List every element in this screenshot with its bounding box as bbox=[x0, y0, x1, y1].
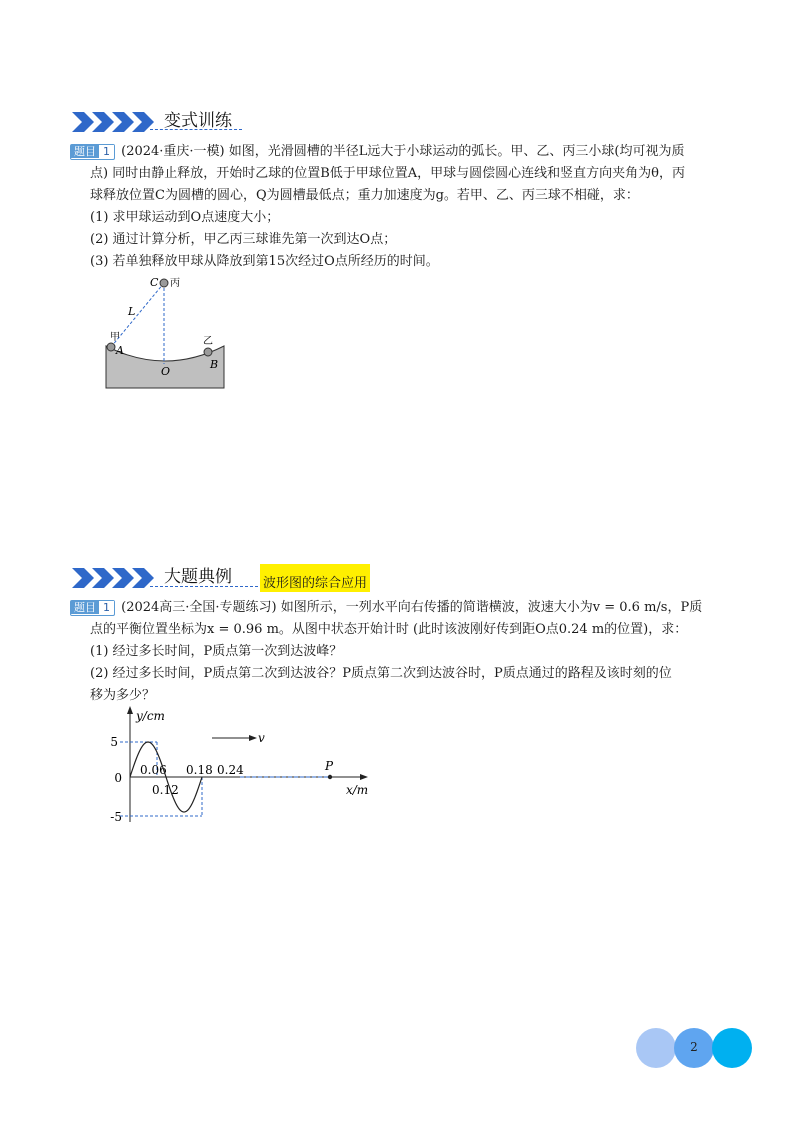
ball-a bbox=[107, 343, 115, 351]
label-c: C bbox=[150, 276, 159, 289]
y-tick-label: -5 bbox=[110, 810, 122, 824]
x-axis-label: x/m bbox=[346, 783, 369, 797]
question-line: (2) 通过计算分析，甲乙丙三球谁先第一次到达O点； bbox=[90, 232, 397, 247]
label-l: L bbox=[128, 305, 136, 318]
question-tag: 题目 1 bbox=[70, 600, 115, 616]
page-number: 2 bbox=[690, 1040, 698, 1054]
y-tick-label: 0 bbox=[114, 771, 122, 785]
question-line: 移为多少？ bbox=[90, 688, 156, 703]
point-p bbox=[328, 775, 332, 779]
y-tick-label: 5 bbox=[110, 735, 118, 749]
question-line: 点) 同时由静止释放，开始时乙球的位置B低于甲球位置A，甲球与圆偿圆心连线和竖直方向夹角为θ，丙 bbox=[90, 166, 685, 181]
question-line: 球释放位置C为圆槽的圆心，Q为圆槽最低点；重力加速度为g。若甲、乙、丙三球不相碰，求： bbox=[90, 188, 639, 203]
y-axis-arrow bbox=[127, 706, 133, 714]
label-o: O bbox=[161, 365, 171, 378]
question-line: 题目 1 (2024·重庆·一模) 如图，光滑圆槽的半径L远大于小球运动的弧长。甲、乙、丙三小球(均可视为质 bbox=[70, 142, 684, 162]
label-b: B bbox=[210, 358, 219, 371]
question-line: (2) 经过多长时间，P质点第二次到达波谷？P质点第二次到达波谷时，P质点通过的路程及该时刻的位 bbox=[90, 666, 672, 681]
page-deco-circle bbox=[636, 1028, 676, 1068]
ball-b bbox=[204, 348, 212, 356]
question-line: 点的平衡位置坐标为x = 0.96 m。从图中状态开始计时 (此时该波刚好传到距O点0.24 m的位置)，求： bbox=[90, 622, 688, 637]
question-line: (3) 若单独释放甲球从降放到第15次经过O点所经历的时间。 bbox=[90, 254, 439, 269]
question-tag: 题目 1 bbox=[70, 144, 115, 160]
label-bing: 丙 bbox=[170, 278, 180, 289]
velocity-label: v bbox=[258, 731, 265, 745]
x-tick-label: 0.24 bbox=[217, 763, 244, 777]
x-tick-label: 0.12 bbox=[152, 783, 179, 797]
wave-chart bbox=[100, 700, 380, 830]
banner-underline bbox=[150, 129, 242, 130]
x-tick-label: 0.06 bbox=[140, 763, 167, 777]
section-title: 变式训练 bbox=[164, 111, 232, 131]
trough-figure bbox=[100, 272, 230, 392]
question-line: (1) 经过多长时间，P质点第一次到达波峰？ bbox=[90, 644, 343, 659]
banner-underline bbox=[150, 586, 258, 587]
label-a: A bbox=[116, 344, 124, 357]
x-axis-arrow bbox=[360, 774, 368, 780]
section-title: 大题典例 bbox=[164, 567, 232, 587]
question-line: (1) 求甲球运动到O点速度大小； bbox=[90, 210, 280, 225]
label-jia: 甲 bbox=[110, 332, 120, 343]
y-axis-label: y/cm bbox=[136, 709, 165, 723]
topic-highlight: 波形图的综合应用 bbox=[260, 564, 370, 592]
ball-c bbox=[160, 279, 168, 287]
velocity-arrow-head bbox=[249, 735, 257, 741]
chevron-arrows-icon bbox=[70, 566, 158, 590]
x-tick-label: 0.18 bbox=[186, 763, 213, 777]
label-yi: 乙 bbox=[203, 336, 213, 347]
chevron-arrows-icon bbox=[70, 110, 158, 134]
page-deco-circle bbox=[712, 1028, 752, 1068]
point-p-label: P bbox=[325, 759, 334, 773]
question-line: 题目 1 (2024高三·全国·专题练习) 如图所示，一列水平向右传播的简谐横波，波速大小为v = 0.6 m/s，P质 bbox=[70, 598, 702, 618]
